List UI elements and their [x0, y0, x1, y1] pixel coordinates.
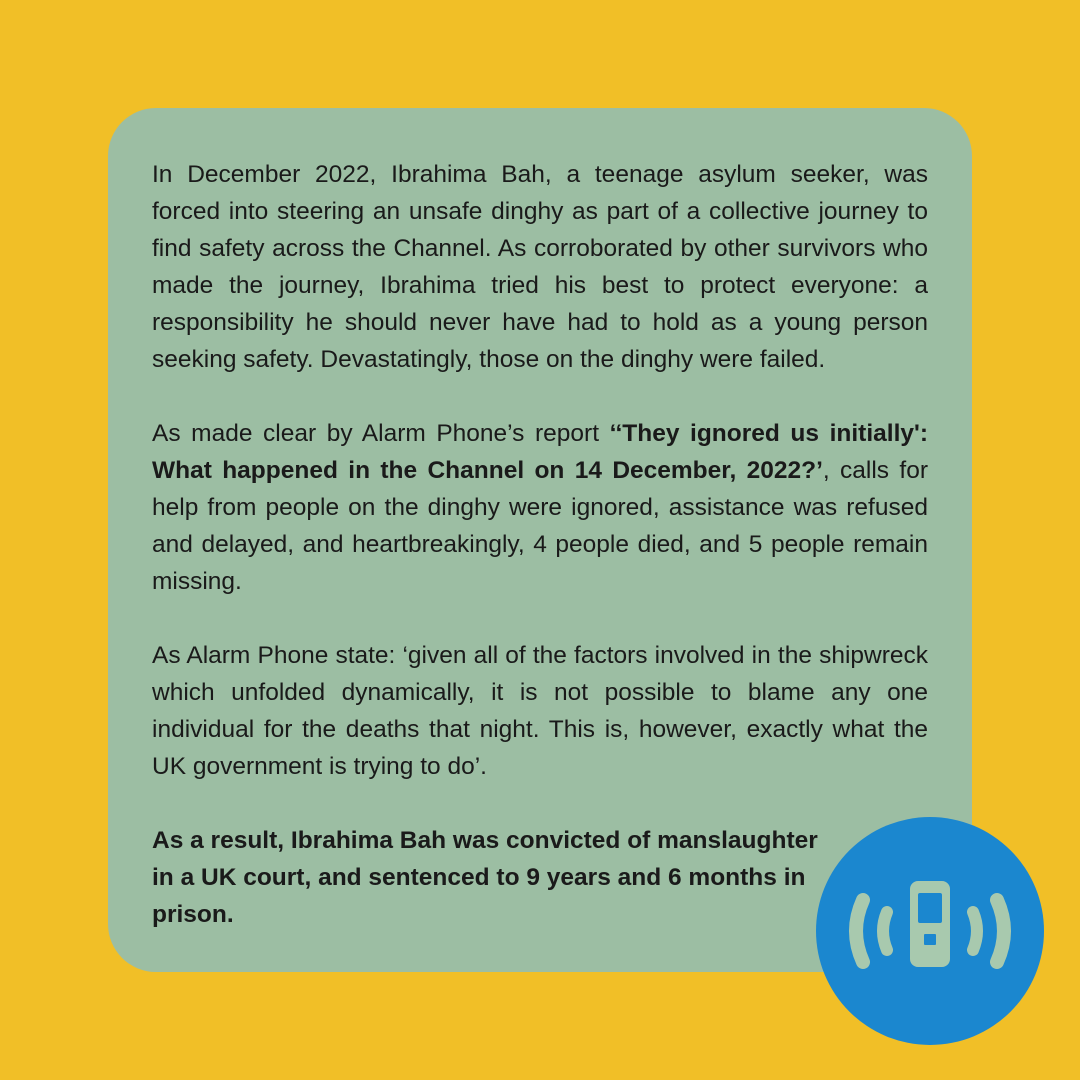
- paragraph-report: [152, 415, 928, 600]
- left-inner-wave: [883, 912, 887, 950]
- alarm-phone-logo-icon: [815, 816, 1045, 1046]
- card-content: [152, 156, 928, 933]
- right-inner-wave: [973, 912, 977, 950]
- paragraph-intro: In December 2022, Ibrahima Bah, a teenage asylum seeker, was forced into steering an unsafe dinghy as part of a collective journey to find safety across the Channel. As corroborated by other survivors who made the journey, Ibrahima tried his best to protect everyone: a responsibility he should never have had to hold as a young person seeking safety. Devastatingly, those on the dinghy were failed.: [152, 161, 928, 373]
- right-outer-wave: [997, 900, 1004, 962]
- phone-icon: [910, 881, 950, 967]
- report-details: , calls for help from people on the dinghy were ignored, assistance was refused and delayed, and heartbreakingly, 4 people died, and 5 people remain missing.: [152, 457, 928, 595]
- phone-signal-icon: [815, 816, 1045, 1046]
- paragraph-verdict: As a result, Ibrahima Bah was convicted of manslaughter in a UK court, and sentenced to 9 years and 6 months in prison.: [152, 827, 818, 928]
- report-title: ‘‘They ignored us initially': What happened in the Channel on 14 December, 2022?’: [152, 420, 928, 484]
- paragraph-quote: As Alarm Phone state: ‘given all of the factors involved in the shipwreck which unfolded dynamically, it is not possible to blame any one individual for the deaths that night. This is, however, exactly what the UK government is trying to do’.: [152, 642, 928, 780]
- left-outer-wave: [856, 900, 863, 962]
- report-lead-in: As made clear by Alarm Phone’s report: [152, 420, 610, 447]
